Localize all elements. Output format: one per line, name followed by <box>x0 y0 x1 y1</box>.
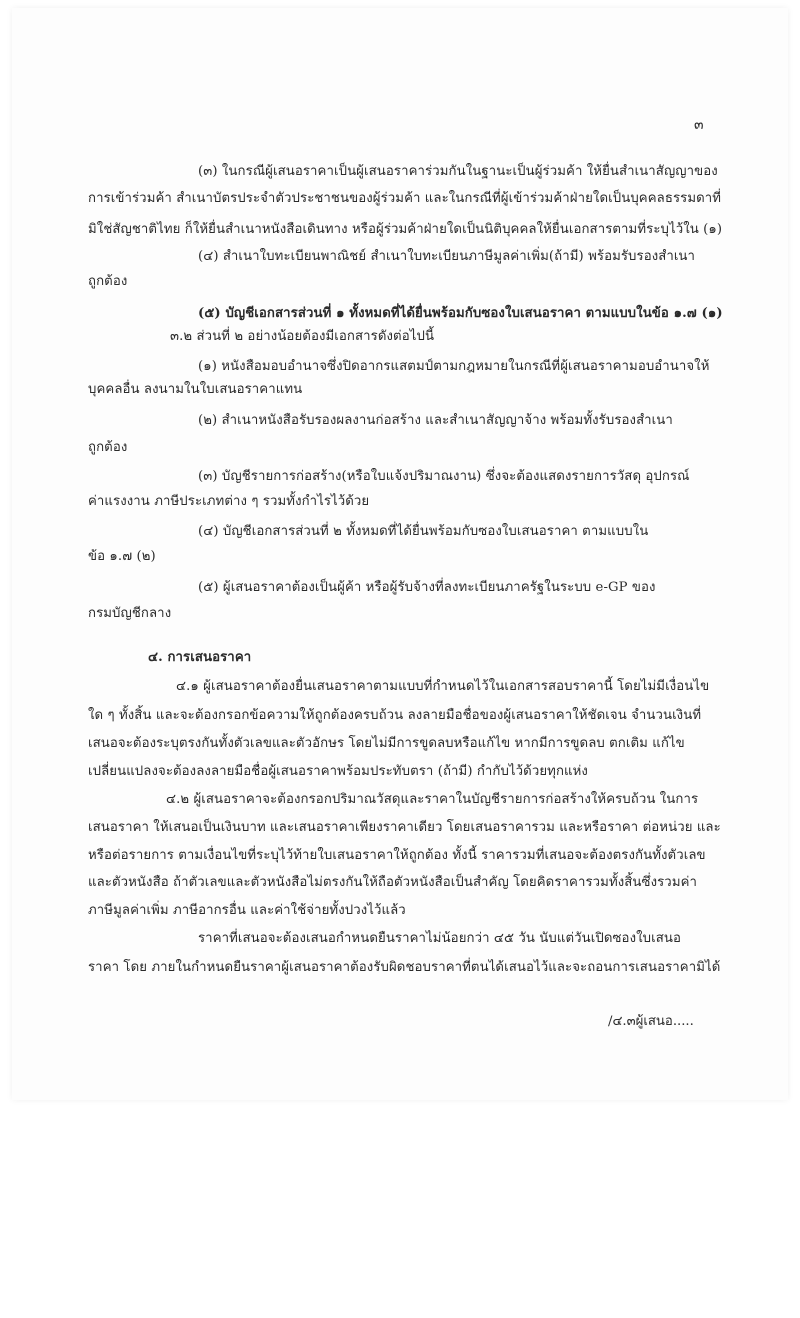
text-line: ข้อ ๑.๗ (๒) <box>88 549 156 564</box>
text-line: กรมบัญชีกลาง <box>88 606 172 621</box>
text-line: การเข้าร่วมค้า สำเนาบัตรประจำตัวประชาชนของผู้ร่วมค้า และในกรณีที่ผู้เข้าร่วมค้าฝ่ายใดเป็นบุคคลธรรมดาที่ <box>88 191 722 206</box>
text-line: เสนอราคา ให้เสนอเป็นเงินบาท และเสนอราคาเพียงราคาเดียว โดยเสนอราคารวม และหรือราคา ต่อหน่วย และ <box>88 820 721 835</box>
text-line: ๔.๒ ผู้เสนอราคาจะต้องกรอกปริมาณวัสดุและราคาในบัญชีรายการก่อสร้างให้ครบถ้วน ในการ <box>166 792 699 807</box>
text-line: ๓.๒ ส่วนที่ ๒ อย่างน้อยต้องมีเอกสารดังต่อไปนี้ <box>170 329 435 344</box>
text-line: และตัวหนังสือ ถ้าตัวเลขและตัวหนังสือไม่ตรงกันให้ถือตัวหนังสือเป็นสำคัญ โดยคิดราคารวมทั้งสิ้นซึ่งรวมค่า <box>88 875 698 890</box>
text-line: ถูกต้อง <box>88 440 128 455</box>
text-line: (๕) บัญชีเอกสารส่วนที่ ๑ ทั้งหมดที่ได้ยื่นพร้อมกับซองใบเสนอราคา ตามแบบในข้อ ๑.๗ (๑) <box>198 306 723 321</box>
text-line: ๔.๑ ผู้เสนอราคาต้องยื่นเสนอราคาตามแบบที่กำหนดไว้ในเอกสารสอบราคานี้ โดยไม่มีเงื่อนไข <box>176 679 710 694</box>
text-line: (๓) ในกรณีผู้เสนอราคาเป็นผู้เสนอราคาร่วมกันในฐานะเป็นผู้ร่วมค้า ให้ยื่นสำเนาสัญญาของ <box>198 164 718 179</box>
text-line: (๒) สำเนาหนังสือรับรองผลงานก่อสร้าง และสำเนาสัญญาจ้าง พร้อมทั้งรับรองสำเนา <box>198 413 673 428</box>
text-line: ถูกต้อง <box>88 274 128 289</box>
text-line: (๑) หนังสือมอบอำนาจซึ่งปิดอากรแสตมป์ตามกฎหมายในกรณีที่ผู้เสนอราคามอบอำนาจให้ <box>198 359 710 374</box>
text-line: (๕) ผู้เสนอราคาต้องเป็นผู้ค้า หรือผู้รับจ้างที่ลงทะเบียนภาครัฐในระบบ e-GP ของ <box>198 580 656 595</box>
text-line: (๔) บัญชีเอกสารส่วนที่ ๒ ทั้งหมดที่ได้ยื่นพร้อมกับซองใบเสนอราคา ตามแบบใน <box>198 524 649 539</box>
text-line: (๓) บัญชีรายการก่อสร้าง(หรือใบแจ้งปริมาณงาน) ซึ่งจะต้องแสดงรายการวัสดุ อุปกรณ์ <box>198 469 690 484</box>
text-line: ราคา โดย ภายในกำหนดยืนราคาผู้เสนอราคาต้องรับผิดชอบราคาที่ตนได้เสนอไว้และจะถอนการเสนอราคามิได้ <box>88 960 721 975</box>
text-line: ภาษีมูลค่าเพิ่ม ภาษีอากรอื่น และค่าใช้จ่ายทั้งปวงไว้แล้ว <box>88 903 406 918</box>
text-line: ค่าแรงงาน ภาษีประเภทต่าง ๆ รวมทั้งกำไรไว้ด้วย <box>88 494 370 509</box>
page-number: ๓ <box>694 117 704 133</box>
text-line: หรือต่อรายการ ตามเงื่อนไขที่ระบุไว้ท้ายใบเสนอราคาให้ถูกต้อง ทั้งนี้ ราคารวมที่เสนอจะต้องตรงกันทั้งตัวเลข <box>88 848 706 863</box>
text-line: บุคคลอื่น ลงนามในใบเสนอราคาแทน <box>88 382 303 397</box>
text-line: ใด ๆ ทั้งสิ้น และจะต้องกรอกข้อความให้ถูกต้องครบถ้วน ลงลายมือชื่อของผู้เสนอราคาให้ชัดเจน จำนวนเงินที่ <box>88 708 702 723</box>
text-line: เปลี่ยนแปลงจะต้องลงลายมือชื่อผู้เสนอราคาพร้อมประทับตรา (ถ้ามี) กำกับไว้ด้วยทุกแห่ง <box>88 764 588 779</box>
text-line: ราคาที่เสนอจะต้องเสนอกำหนดยืนราคาไม่น้อยกว่า ๔๕ วัน นับแต่วันเปิดซองใบเสนอ <box>198 931 682 946</box>
section-heading: ๔. การเสนอราคา <box>148 650 252 665</box>
text-line: (๔) สำเนาใบทะเบียนพาณิชย์ สำเนาใบทะเบียนภาษีมูลค่าเพิ่ม(ถ้ามี) พร้อมรับรองสำเนา <box>198 249 696 264</box>
text-line: เสนอจะต้องระบุตรงกันทั้งตัวเลขและตัวอักษร โดยไม่มีการขูดลบหรือแก้ไข หากมีการขูดลบ ตกเติม แก้ไข <box>88 736 685 751</box>
continuation-footer: /๔.๓ผู้เสนอ..... <box>608 1014 694 1029</box>
text-line: มิใช่สัญชาติไทย ก็ให้ยื่นสำเนาหนังสือเดินทาง หรือผู้ร่วมค้าฝ่ายใดเป็นนิติบุคคลให้ยื่นเอกสารตามที่ระบุไว้ใน (๑) <box>88 222 723 237</box>
